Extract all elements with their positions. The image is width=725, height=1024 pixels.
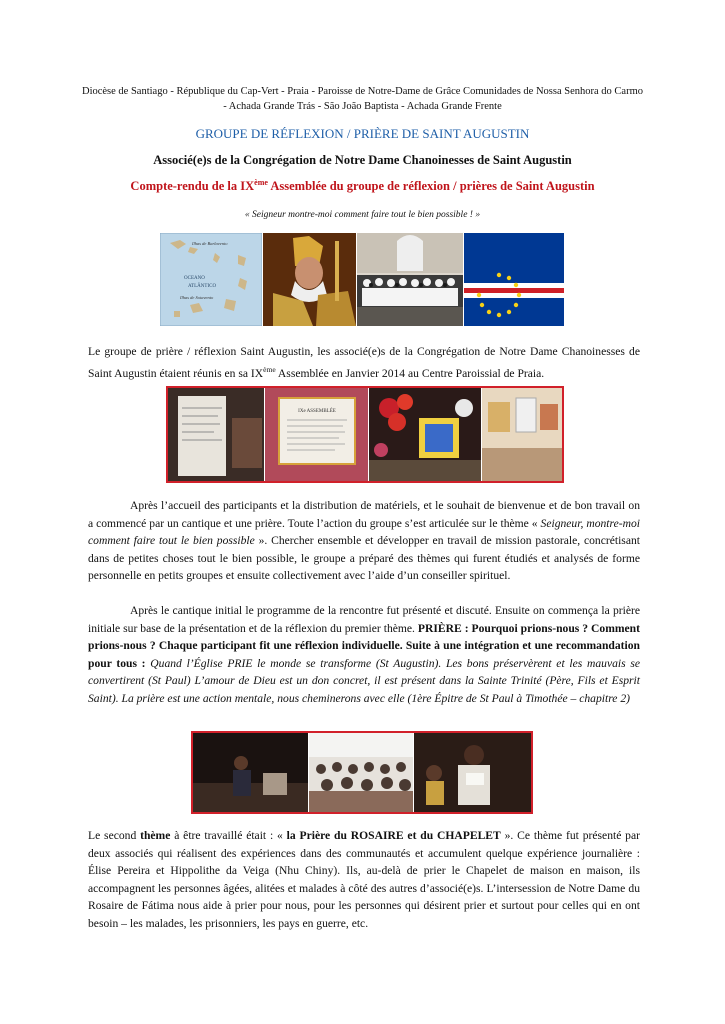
- assembly-poster-image: [265, 388, 368, 481]
- group-photo-church-image: [357, 233, 463, 326]
- para2-text-start: Après le cantique initial le programme de la rencontre fut présenté et discuté. Ensuite on commença la prière initiale sur base de la présentation et de la réflexion du premier thème.: [88, 604, 640, 635]
- para1-text-start: Après l’accueil des participants et la distribution de matériels, et le souhait de bienvenue et de bon travail on a commencé par un cantique et une prière. Toute l’action du groupe s’est articulée sur le thème «: [88, 499, 640, 530]
- paragraph-prayer-theme: [88, 602, 640, 707]
- cape-verde-flag-image: [464, 233, 564, 326]
- intro-paragraph: [88, 343, 640, 382]
- report-title-sup: ème: [254, 178, 268, 187]
- wall-displays-image: [482, 388, 562, 481]
- flipchart-photo-image: [168, 388, 264, 481]
- intro-text-end: Assemblée en Janvier 2014 au Centre Paroissial de Praia.: [275, 366, 545, 380]
- para3-bold-rosary: la Prière du ROSAIRE et du CHAPELET: [286, 829, 501, 842]
- audience-photo-image: [309, 733, 413, 812]
- diocese-header: Diocèse de Santiago - République du Cap-Vert - Praia - Paroisse de Notre-Dame de Grâce Comunidades de Nossa Senhora do Carmo - Achada Grande Trás - São João Baptista - Achada Grande Frente: [81, 86, 643, 112]
- para1-text-end: ». Chercher ensemble et développer en travail de mission pastorale, concrétisant dans de petites choses tout le bien possible, le groupe a préparé des thèmes qui furent étudiés et analysés de forme personnelle en petits groupes et ensuite collectivement avec l’aide d’un conseiller spirituel.: [88, 534, 640, 582]
- para3-bold-theme: thème: [140, 829, 171, 842]
- para2-italic: Quand l’Église PRIE le monde se transforme (St Augustin). Les bons préservèrent et les mauvais se convertirent (St Paul) L’amour de Dieu est un don concret, il est présent dans la Sainte Trinité (Père, Fils et Esprit Saint). La prière est une action mentale, nous cheminerons avec elle (1ère Épitre de St Paul à Timothée – chapitre 2): [88, 656, 641, 705]
- map-label-sotavento: Ilhas de Sotavento: [180, 295, 214, 300]
- intro-sup: ème: [263, 364, 276, 374]
- cape-verde-map-image: [160, 233, 262, 326]
- para3-text-start: Le second: [88, 829, 141, 842]
- para3-text-mid: à être travaillé était : «: [170, 829, 287, 842]
- saint-augustin-painting-image: [263, 233, 356, 326]
- para1-theme-italic: Seigneur, montre-moi comment faire tout le bien possible: [88, 516, 640, 547]
- poster-heading: IXe ASSEMBLÉE: [298, 409, 336, 414]
- congregation-title: Associé(e)s de la Congrégation de Notre Dame Chanoinesses de Saint Augustin: [153, 153, 572, 167]
- flowers-altar-image: [369, 388, 481, 481]
- report-title: [40, 178, 685, 194]
- paragraph-welcome: [88, 497, 640, 585]
- participant-reading-image: [414, 733, 531, 812]
- paragraph-rosary-theme: [88, 827, 640, 932]
- map-label-oceano: OCEANO: [184, 276, 205, 281]
- group-title: GROUPE DE RÉFLEXION / PRIÈRE DE SAINT AUGUSTIN: [195, 126, 530, 141]
- motto-quote: « Seigneur montre-moi comment faire tout le bien possible ! »: [244, 210, 481, 220]
- report-title-start: Compte-rendu de la IX: [130, 179, 255, 194]
- para2-bold: PRIÈRE : Pourquoi prions-nous ? Comment prions-nous ? Chaque participant fit une réflexion individuelle. Suite à une intégration et une recommandation pour tous :: [88, 621, 640, 670]
- map-label-atlantico: ATLÂNTICO: [188, 284, 217, 289]
- map-label-barlavento: Ilhas de Barlavento: [192, 241, 228, 246]
- intro-text-start: Le groupe de prière / réflexion Saint Augustin, les associé(e)s de la Congrégation de Notre Dame Chanoinesses de Saint Augustin étaient réunis en sa IX: [88, 345, 640, 380]
- para3-text-end: ». Ce thème fut présenté par deux associés qui réalisent des expériences dans des communautés et accumulent quelque expérience journalière : Élise Pereira et Hippolithe da Veiga (Nhu Chiny). Ils, au-delà de prier le Chapelet de maison en maison, ils accompagnent les personnes âgées, alitées et malades à côté des autres d’associé(e)s. L’intersession de Notre Dame du Rosaire de Fátima nous aide à prier pour nous, pour les personnes qui désirent prier et surtout pour celles qui en ont besoin – les malades, les prisonniers, les pays en guerre, etc.: [88, 829, 640, 930]
- report-title-end: Assemblée du groupe de réflexion / prières de Saint Augustin: [267, 179, 595, 194]
- speaker-photo-image: [193, 733, 308, 812]
